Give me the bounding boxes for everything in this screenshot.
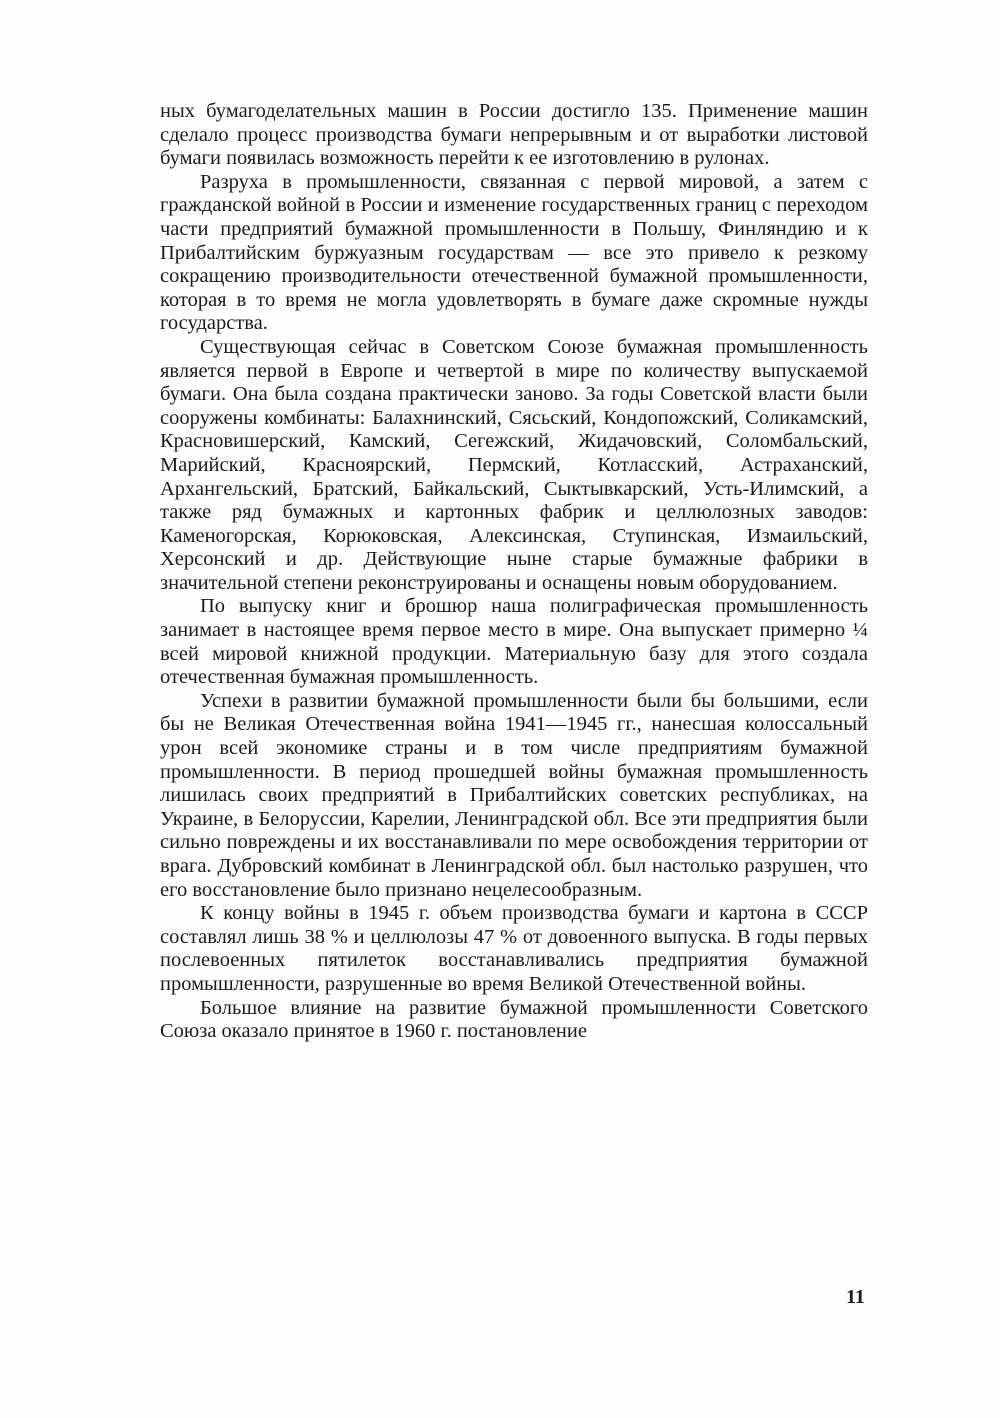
paragraph-4: По выпуску книг и брошюр наша полиграфическая промышленность занимает в настоящее время первое место в мире. Она выпускает примерно ¼ всей мировой книжной продукции. Материальную базу для этого создала отечественная бумажная промышленность.: [160, 595, 868, 689]
paragraph-3: Существующая сейчас в Советском Союзе бумажная промышленность является первой в Европе и четвертой в мире по количеству выпускаемой бумаги. Она была создана практически заново. За годы Советской власти были сооружены комбинаты: Балахнинский, Сясьский, Кондопожский, Соликамский, Красновишерский, Камский, Сегежский, Жидачовский, Соломбальский, Марийский, Красноярский, Пермский, Котласский, Астраханский, Архангельский, Братский, Байкальский, Сыктывкарский, Усть-Илимский, а также ряд бумажных и картонных фабрик и целлюлозных заводов: Каменогорская, Корюковская, Алексинская, Ступинская, Измаильский, Херсонский и др. Действующие ныне старые бумажные фабрики в значительной степени реконструированы и оснащены новым оборудованием.: [160, 335, 868, 594]
page-number: 11: [846, 1286, 865, 1308]
body-text: [160, 100, 868, 1044]
paragraph-2: Разруха в промышленности, связанная с первой мировой, а затем с гражданской войной в России и изменение государственных границ с переходом части предприятий бумажной промышленности в Польшу, Финляндию и к Прибалтийским буржуазным государствам — все это привело к резкому сокращению производительности отечественной бумажной промышленности, которая в то время не могла удовлетворять в бумаге даже скромные нужды государства.: [160, 170, 868, 335]
paragraph-7: Большое влияние на развитие бумажной промышленности Советского Союза оказало принятое в 1960 г. постановление: [160, 996, 868, 1043]
paragraph-1: ных бумагоделательных машин в России достигло 135. Применение машин сделало процесс производства бумаги непрерывным и от выработки листовой бумаги появилась возможность перейти к ее изготовлению в рулонах.: [160, 100, 868, 170]
paragraph-5: Успехи в развитии бумажной промышленности были бы большими, если бы не Великая Отечественная война 1941—1945 гг., нанесшая колоссальный урон всей экономике страны и в том числе предприятиям бумажной промышленности. В период прошедшей войны бумажная промышленность лишилась своих предприятий в Прибалтийских советских республиках, на Украине, в Белоруссии, Карелии, Ленинградской обл. Все эти предприятия были сильно повреждены и их восстанавливали по мере освобождения территории от врага. Дубровский комбинат в Ленинградской обл. был настолько разрушен, что его восстановление было признано нецелесообразным.: [160, 689, 868, 901]
paragraph-6: К концу войны в 1945 г. объем производства бумаги и картона в СССР составлял лишь 38 % и целлюлозы 47 % от довоенного выпуска. В годы первых послевоенных пятилеток восстанавливались предприятия бумажной промышленности, разрушенные во время Великой Отечественной войны.: [160, 902, 868, 995]
